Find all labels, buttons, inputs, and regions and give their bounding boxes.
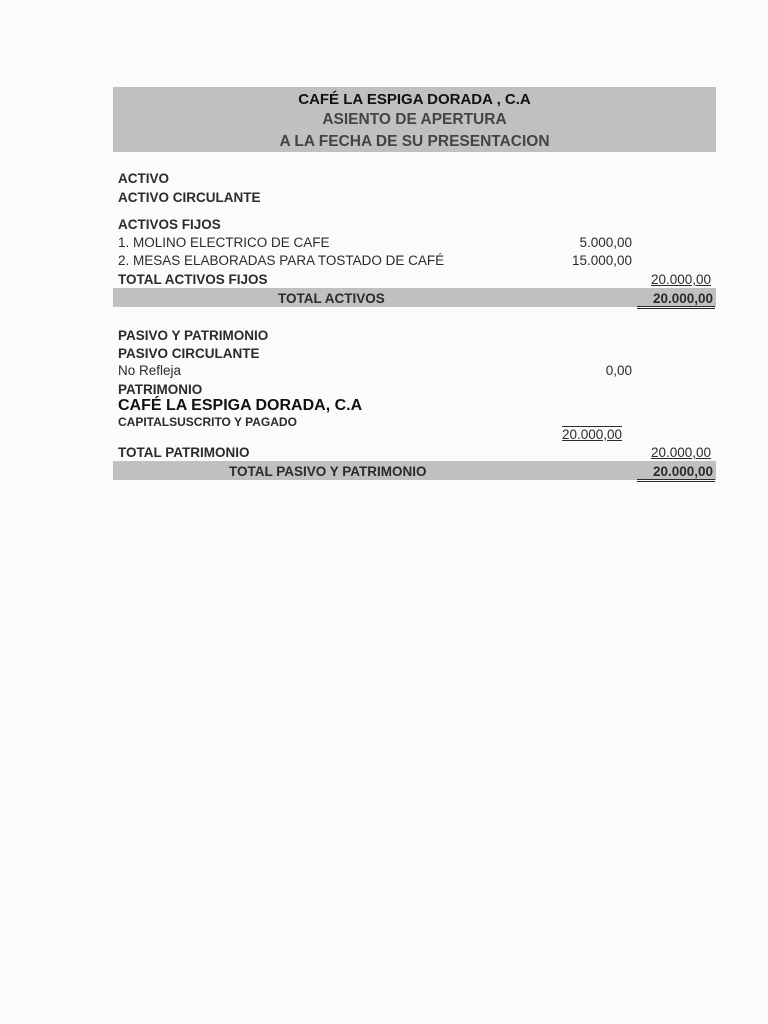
capital-amount: 20.000,00	[562, 427, 623, 442]
total-activos-label: TOTAL ACTIVOS	[278, 291, 385, 306]
list-item: 1. MOLINO ELECTRICO DE CAFE	[118, 235, 330, 250]
pasivo-circulante-heading: PASIVO CIRCULANTE	[118, 346, 260, 361]
total-patrimonio-label: TOTAL PATRIMONIO	[118, 445, 250, 460]
capital-label: CAPITALSUSCRITO Y PAGADO	[118, 415, 297, 429]
list-item-amount: 5.000,00	[579, 235, 632, 250]
total-pasivo-amount: 20.000,00	[637, 464, 715, 482]
company-title: CAFÉ LA ESPIGA DORADA , C.A	[298, 91, 531, 108]
patrimonio-company-name: CAFÉ LA ESPIGA DORADA, C.A	[118, 397, 363, 414]
no-refleja-label: No Refleja	[118, 363, 182, 378]
list-item-amount: 15.000,00	[571, 253, 632, 268]
document-subtitle: A LA FECHA DE SU PRESENTACION	[279, 133, 550, 150]
activo-heading: ACTIVO	[118, 171, 170, 186]
total-activos-band	[113, 288, 716, 307]
document-title: ASIENTO DE APERTURA	[322, 111, 507, 128]
activo-circulante-heading: ACTIVO CIRCULANTE	[118, 190, 261, 205]
total-activos-fijos-label: TOTAL ACTIVOS FIJOS	[118, 272, 268, 287]
no-refleja-amount: 0,00	[605, 363, 632, 378]
activos-fijos-heading: ACTIVOS FIJOS	[118, 217, 221, 232]
pasivo-heading: PASIVO Y PATRIMONIO	[118, 328, 269, 343]
total-activos-amount: 20.000,00	[637, 291, 715, 309]
patrimonio-heading: PATRIMONIO	[118, 382, 203, 397]
total-pasivo-label: TOTAL PASIVO Y PATRIMONIO	[229, 464, 427, 479]
total-patrimonio-amount: 20.000,00	[650, 445, 711, 460]
total-activos-fijos-amount: 20.000,00	[650, 272, 711, 287]
list-item: 2. MESAS ELABORADAS PARA TOSTADO DE CAFÉ	[118, 253, 445, 268]
